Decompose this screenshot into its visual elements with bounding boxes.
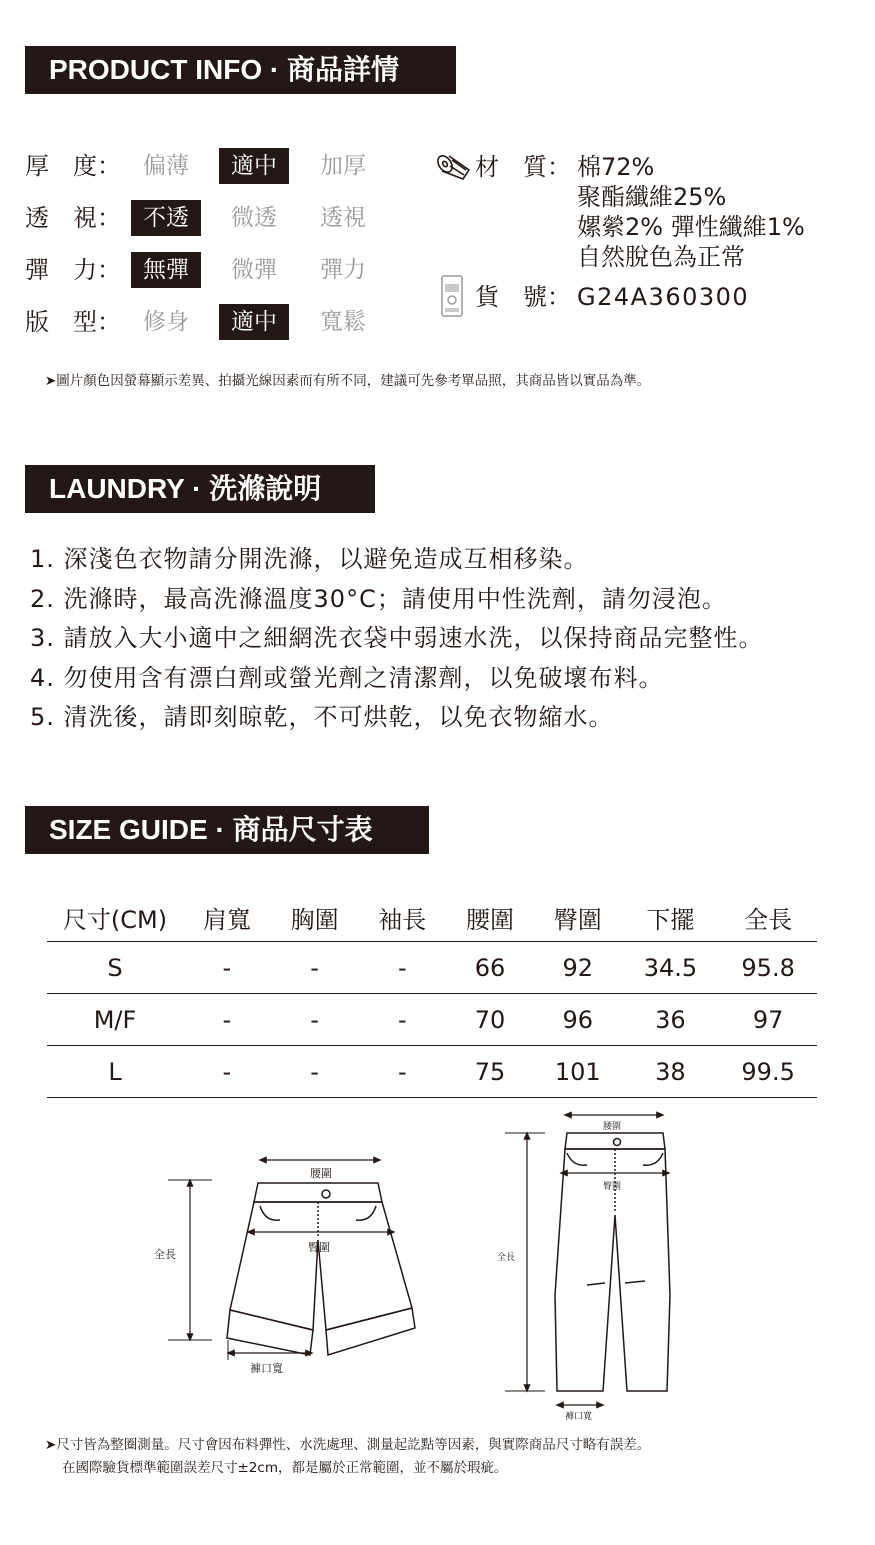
attr-thickness	[25, 148, 385, 184]
laundry-item: 4. 勿使用含有漂白劑或螢光劑之清潔劑，以免破壞布料。	[30, 663, 664, 692]
tag-icon	[440, 274, 466, 318]
table-cell: -	[358, 942, 446, 994]
attr-label: 彈 力：	[25, 256, 121, 284]
column-header: 臀圍	[534, 893, 622, 942]
attr-label: 版 型：	[25, 308, 121, 336]
attr-option: 寬鬆	[320, 309, 366, 335]
table-cell: 36	[622, 994, 720, 1046]
table-cell: 101	[534, 1046, 622, 1098]
laundry-list	[30, 540, 764, 738]
laundry-heading: LAUNDRY · 洗滌說明	[25, 465, 375, 513]
hip-label: 臀圍	[603, 1182, 622, 1192]
table-cell: M/F	[47, 994, 183, 1046]
hem-label: 褲口寬	[250, 1362, 283, 1375]
item-no-label: 貨 號：	[475, 283, 571, 311]
fabric-roll-icon	[436, 152, 474, 182]
attr-option: 彈力	[320, 257, 366, 283]
size-note-1: ➤尺寸皆為整圈測量。尺寸會因布料彈性、水洗處理、測量起訖點等因素，與實際商品尺寸略有誤差。	[45, 1437, 651, 1453]
hip-label: 臀圍	[308, 1241, 330, 1254]
waist-label: 腰圍	[310, 1167, 332, 1180]
column-header: 腰圍	[446, 893, 534, 942]
table-row	[47, 994, 817, 1046]
waist-label: 腰圍	[603, 1122, 622, 1132]
laundry-item: 3. 請放入大小適中之細網洗衣袋中弱速水洗，以保持商品完整性。	[30, 624, 764, 652]
attr-transparency	[25, 200, 385, 236]
pants-diagram	[495, 1105, 695, 1425]
table-cell: 66	[446, 942, 534, 994]
size-table	[47, 893, 817, 1098]
column-header: 尺寸(CM)	[47, 893, 183, 942]
table-cell: 95.8	[719, 942, 817, 994]
attr-option-selected: 不透	[131, 200, 201, 236]
attr-option: 微彈	[231, 257, 277, 283]
size-table-header	[47, 893, 817, 942]
table-cell: -	[271, 994, 359, 1046]
table-cell: -	[358, 994, 446, 1046]
table-cell: L	[47, 1046, 183, 1098]
attr-option: 偏薄	[143, 153, 189, 179]
material-line: 棉72%	[577, 153, 655, 181]
length-label: 全長	[154, 1248, 176, 1261]
table-cell: -	[271, 1046, 359, 1098]
table-cell: 99.5	[719, 1046, 817, 1098]
column-header: 胸圍	[271, 893, 359, 942]
attr-elasticity	[25, 252, 385, 288]
product-info-heading: PRODUCT INFO · 商品詳情	[25, 46, 456, 94]
attr-option-selected: 適中	[219, 148, 289, 184]
table-cell: S	[47, 942, 183, 994]
table-cell: 34.5	[622, 942, 720, 994]
column-header: 肩寬	[183, 893, 271, 942]
shorts-diagram	[150, 1150, 430, 1380]
length-label: 全長	[497, 1253, 516, 1263]
material-line: 自然脫色為正常	[577, 243, 745, 271]
attr-label: 透 視：	[25, 204, 121, 232]
column-header: 袖長	[358, 893, 446, 942]
column-header: 下擺	[622, 893, 720, 942]
table-cell: 92	[534, 942, 622, 994]
attr-option: 微透	[231, 205, 277, 231]
table-row	[47, 942, 817, 994]
attr-option: 修身	[143, 309, 189, 335]
size-note-2: 在國際驗貨標準範圍誤差尺寸±2cm，都是屬於正常範圍，並不屬於瑕疵。	[62, 1460, 508, 1476]
material-line: 嫘縈2% 彈性纖維1%	[577, 213, 805, 241]
hem-label: 褲口寬	[565, 1412, 593, 1422]
table-cell: 75	[446, 1046, 534, 1098]
attr-option-selected: 無彈	[131, 252, 201, 288]
size-guide-heading: SIZE GUIDE · 商品尺寸表	[25, 806, 429, 854]
table-cell: 97	[719, 994, 817, 1046]
attr-fit	[25, 304, 385, 340]
table-cell: 70	[446, 994, 534, 1046]
laundry-item: 2. 洗滌時，最高洗滌溫度30°C；請使用中性洗劑，請勿浸泡。	[30, 584, 727, 613]
attr-label: 厚 度：	[25, 152, 121, 180]
item-no-value: G24A360300	[577, 283, 750, 311]
table-cell: -	[358, 1046, 446, 1098]
attr-option-selected: 適中	[219, 304, 289, 340]
material-line: 聚酯纖維25%	[577, 183, 727, 211]
attr-option: 加厚	[320, 153, 366, 179]
table-cell: -	[271, 942, 359, 994]
color-disclaimer: ➤圖片顏色因螢幕顯示差異、拍攝光線因素而有所不同，建議可先參考單品照，其商品皆以實品為準。	[45, 373, 651, 389]
table-cell: -	[183, 1046, 271, 1098]
table-cell: -	[183, 994, 271, 1046]
table-cell: -	[183, 942, 271, 994]
laundry-item: 1. 深淺色衣物請分開洗滌，以避免造成互相移染。	[30, 545, 589, 573]
material-lines	[577, 152, 805, 272]
table-cell: 38	[622, 1046, 720, 1098]
table-row	[47, 1046, 817, 1098]
table-cell: 96	[534, 994, 622, 1046]
column-header: 全長	[719, 893, 817, 942]
laundry-item: 5. 清洗後，請即刻晾乾，不可烘乾，以免衣物縮水。	[30, 703, 614, 731]
material-label: 材 質：	[475, 153, 571, 181]
attr-option: 透視	[320, 205, 366, 231]
